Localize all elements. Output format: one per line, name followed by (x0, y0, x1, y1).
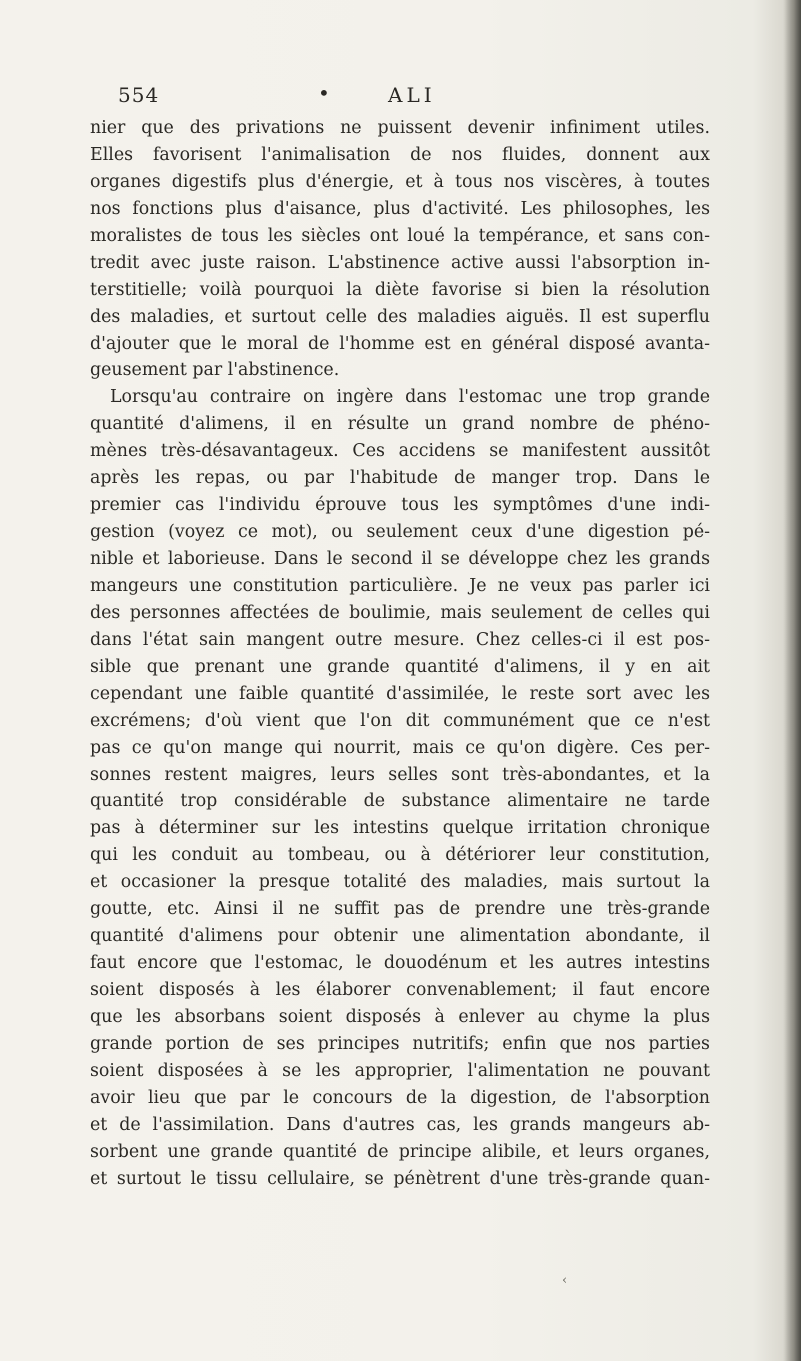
running-head (118, 83, 698, 109)
text-line: quantité d'alimens, il en résulte un grand nombre de phéno- (90, 414, 710, 435)
text-line: excrémens; d'où vient que l'on dit communément que ce n'est (90, 710, 710, 731)
text-line: après les repas, ou par l'habitude de manger trop. Dans le (90, 468, 710, 489)
stray-mark: ‹ (562, 1273, 568, 1288)
text-line: d'ajouter que le moral de l'homme est en général disposé avanta- (90, 333, 710, 354)
text-line: grande portion de ses principes nutritifs; enfin que nos parties (90, 1033, 710, 1054)
text-line: premier cas l'individu éprouve tous les symptômes d'une indi- (90, 495, 710, 516)
text-line: que les absorbans soient disposés à enlever au chyme la plus (90, 1006, 710, 1027)
running-head-separator: • (318, 81, 330, 105)
text-line: pas à déterminer sur les intestins quelque irritation chronique (90, 818, 710, 839)
text-line: soient disposés à les élaborer convenablement; il faut encore (90, 980, 710, 1000)
text-line: tredit avec juste raison. L'abstinence active aussi l'absorption in- (90, 252, 710, 273)
text-line: soient disposées à se les approprier, l'alimentation ne pouvant (90, 1060, 710, 1081)
running-head-title: ALI (388, 83, 436, 107)
text-line: nier que des privations ne puissent devenir infiniment utiles. (90, 118, 710, 138)
text-line: sible que prenant une grande quantité d'alimens, il y en ait (90, 656, 710, 677)
text-line: cependant une faible quantité d'assimilée, le reste sort avec les (90, 683, 710, 704)
text-line: Elles favorisent l'animalisation de nos fluides, donnent aux (90, 144, 710, 165)
text-line: mènes très-désavantageux. Ces accidens se manifestent aussitôt (90, 441, 710, 462)
page-edge-shadow (783, 0, 801, 1361)
text-line: quantité trop considérable de substance alimentaire ne tarde (90, 791, 710, 812)
text-line: dans l'état sain mangent outre mesure. Chez celles-ci il est pos- (90, 629, 710, 650)
text-line: Lorsqu'au contraire on ingère dans l'estomac une trop grande (110, 387, 710, 408)
text-line: moralistes de tous les siècles ont loué la tempérance, et sans con- (90, 225, 710, 246)
text-line: nible et laborieuse. Dans le second il se développe chez les grands (90, 549, 710, 569)
body-text (90, 115, 710, 1193)
text-line: sonnes restent maigres, leurs selles sont très-abondantes, et la (90, 764, 710, 785)
text-line: et de l'assimilation. Dans d'autres cas, les grands mangeurs ab- (90, 1114, 710, 1135)
text-line: nos fonctions plus d'aisance, plus d'activité. Les philosophes, les (90, 198, 710, 219)
page-number: 554 (118, 83, 160, 107)
text-line: des maladies, et surtout celle des maladies aiguës. Il est superflu (90, 306, 710, 327)
text-line: et surtout le tissu cellulaire, se pénètrent d'une très-grande quan- (90, 1168, 710, 1189)
text-line: gestion (voyez ce mot), ou seulement ceux d'une digestion pé- (90, 522, 710, 543)
text-line: geusement par l'abstinence. (90, 360, 340, 381)
text-line: sorbent une grande quantité de principe alibile, et leurs organes, (90, 1141, 710, 1162)
text-line: organes digestifs plus d'énergie, et à tous nos viscères, à toutes (90, 171, 710, 192)
text-line: qui les conduit au tombeau, ou à détériorer leur constitution, (90, 845, 710, 866)
text-line: mangeurs une constitution particulière. Je ne veux pas parler ici (90, 575, 710, 596)
text-line: pas ce qu'on mange qui nourrit, mais ce qu'on digère. Ces per- (90, 737, 710, 758)
text-line: et occasioner la presque totalité des maladies, mais surtout la (90, 872, 710, 893)
text-line: goutte, etc. Ainsi il ne suffit pas de prendre une très-grande (90, 899, 710, 920)
text-line: quantité d'alimens pour obtenir une alimentation abondante, il (90, 926, 710, 947)
text-line: faut encore que l'estomac, le douodénum et les autres intestins (90, 953, 710, 974)
text-line: avoir lieu que par le concours de la digestion, de l'absorption (90, 1087, 710, 1108)
text-line: terstitielle; voilà pourquoi la diète favorise si bien la résolution (90, 279, 710, 300)
text-line: des personnes affectées de boulimie, mais seulement de celles qui (90, 602, 710, 623)
